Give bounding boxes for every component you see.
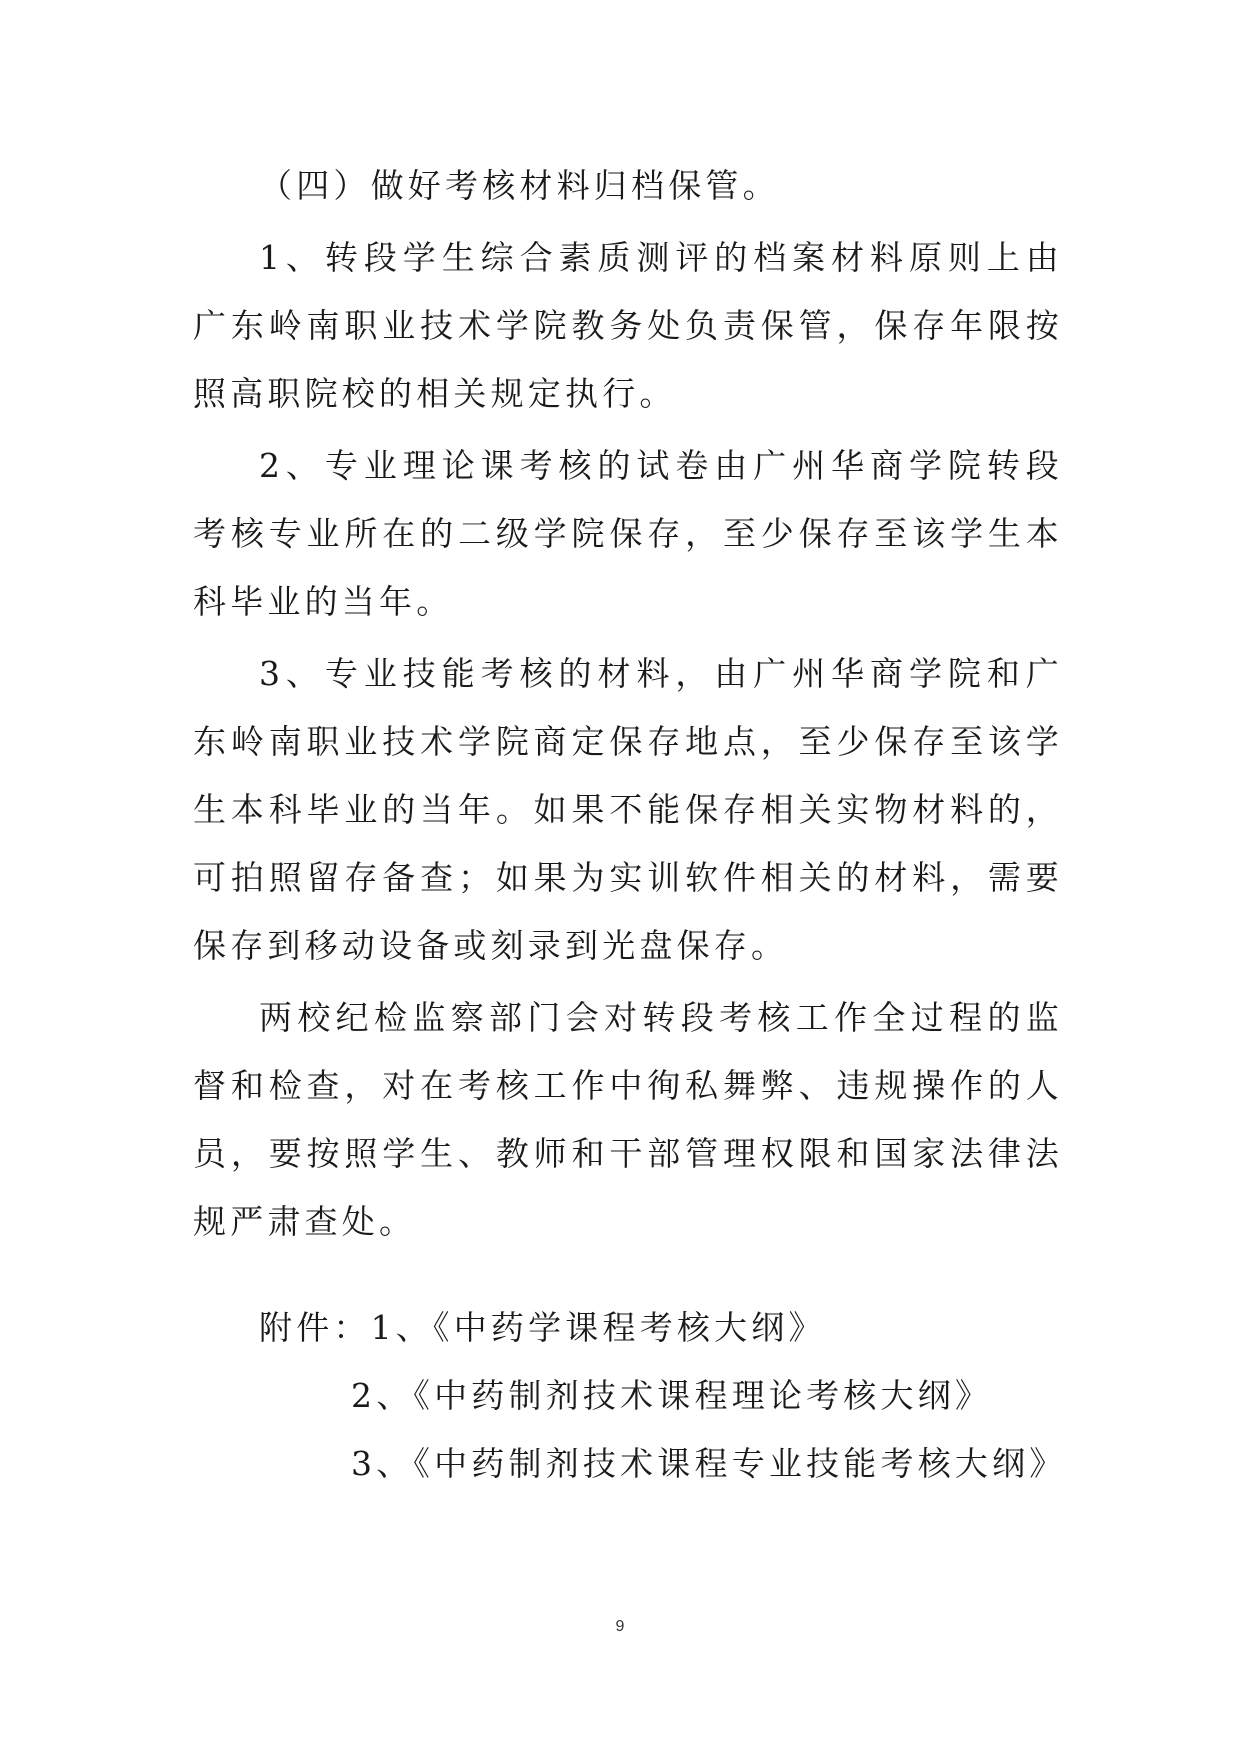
paragraph-skill-materials: 3、专业技能考核的材料，由广州华商学院和广东岭南职业技术学院商定保存地点，至少保存至该学生本科毕业的当年。如果不能保存相关实物材料的，可拍照留存备查；如果为实训软件相关的材料，需要保存到移动设备或刻录到光盘保存。 (193, 654, 1063, 965)
attachment-title: 2、《中药制剂技术课程理论考核大纲》 (351, 1376, 993, 1415)
paragraph-archive-assessment: 1、转段学生综合素质测评的档案材料原则上由广东岭南职业技术学院教务处负责保管，保存年限按照高职院校的相关规定执行。 (193, 238, 1063, 413)
attachments-list (193, 1294, 1067, 1498)
paragraph-theory-exam-papers: 2、专业理论课考核的试卷由广州华商学院转段考核专业所在的二级学院保存，至少保存至该学生本科毕业的当年。 (193, 446, 1063, 621)
section-heading: （四）做好考核材料归档保管。 (259, 166, 780, 205)
attachment-title: 1、《中药学课程考核大纲》 (370, 1308, 826, 1347)
attachment-item (193, 1294, 1063, 1362)
attachment-item (193, 1430, 1067, 1498)
attachment-item (193, 1362, 1063, 1430)
page-number: 9 (615, 1618, 625, 1635)
paragraph-supervision: 两校纪检监察部门会对转段考核工作全过程的监督和检查，对在考核工作中徇私舞弊、违规操作的人员，要按照学生、教师和干部管理权限和国家法律法规严肃查处。 (193, 998, 1063, 1241)
attachment-title: 3、《中药制剂技术课程专业技能考核大纲》 (351, 1444, 1067, 1483)
attachments-label: 附件： (259, 1308, 371, 1347)
document-body (193, 152, 1067, 1498)
